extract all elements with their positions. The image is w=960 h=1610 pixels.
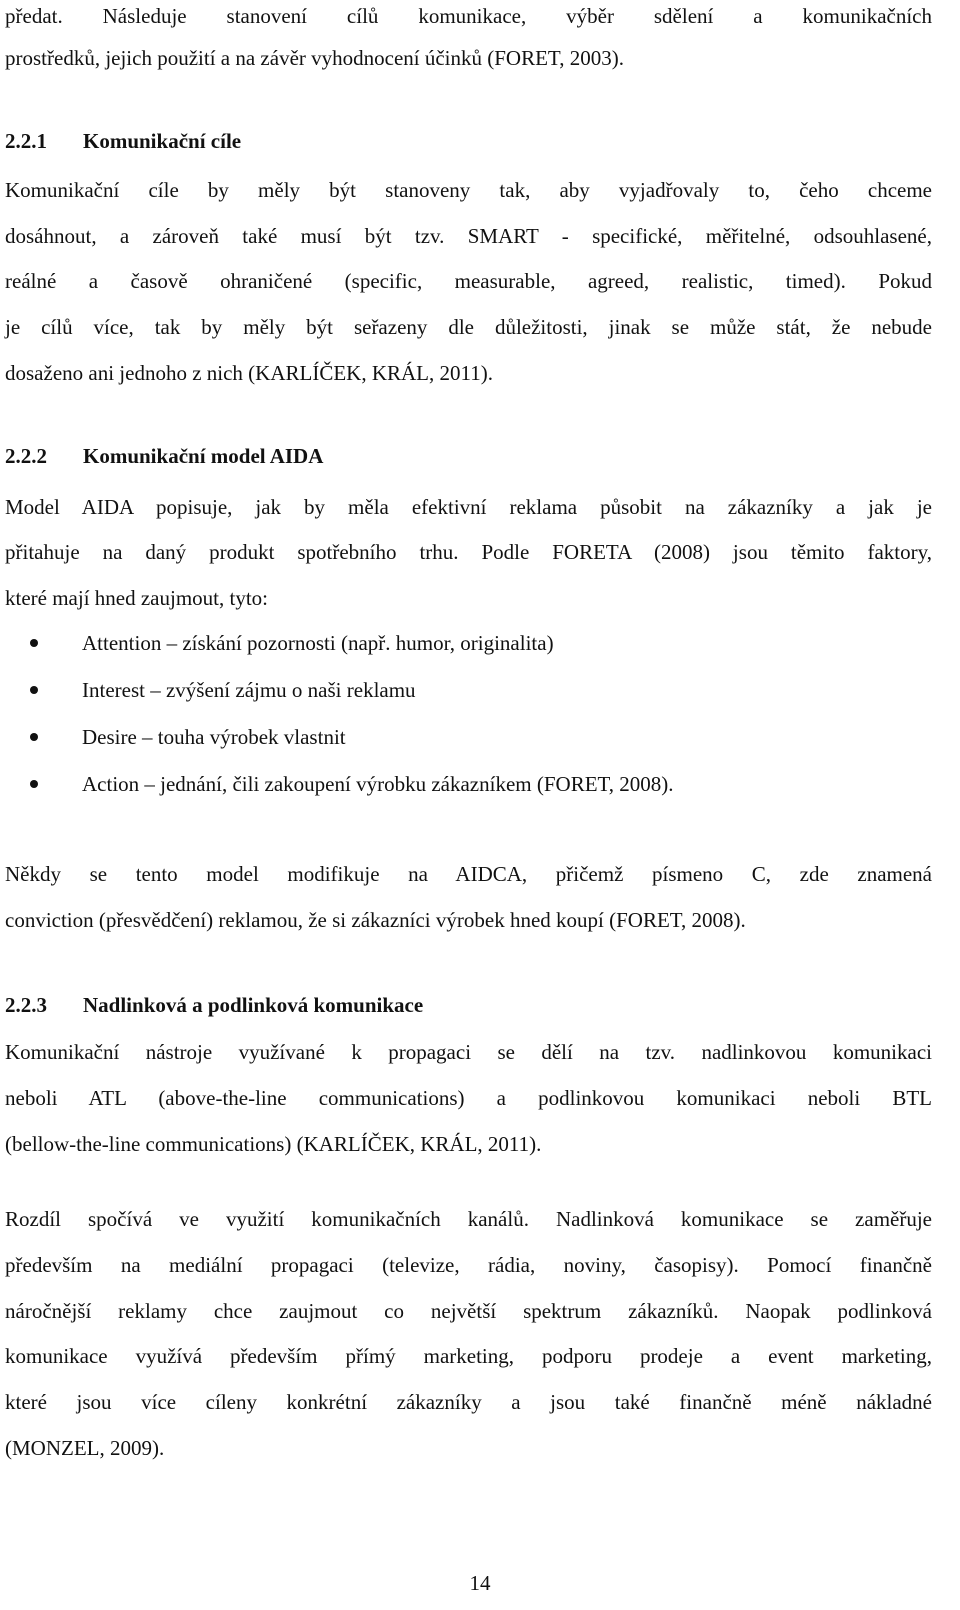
paragraph-line: dosáhnout, a zároveň také musí být tzv. SMART - specifické, měřitelné, odsouhlasené,: [5, 224, 932, 248]
bullet-icon: [30, 639, 38, 647]
paragraph-line: především na mediální propagaci (televize, rádia, noviny, časopisy). Pomocí finančně: [5, 1253, 932, 1277]
paragraph-line: conviction (přesvědčení) reklamou, že si zákazníci výrobek hned koupí (FORET, 2008).: [5, 908, 746, 932]
paragraph-line: dosaženo ani jednoho z nich (KARLÍČEK, KRÁL, 2011).: [5, 361, 493, 385]
paragraph-line: Komunikační nástroje využívané k propagaci se dělí na tzv. nadlinkovou komunikaci: [5, 1040, 932, 1064]
bullet-icon: [30, 780, 38, 788]
list-item-text: Interest – zvýšení zájmu o naši reklamu: [82, 678, 416, 702]
paragraph-line: komunikace využívá především přímý marketing, podporu prodeje a event marketing,: [5, 1344, 932, 1368]
list-item-text: Action – jednání, čili zakoupení výrobku zákazníkem (FORET, 2008).: [82, 772, 674, 796]
paragraph-line: které mají hned zaujmout, tyto:: [5, 586, 269, 610]
paragraph-line: předat. Následuje stanovení cílů komunikace, výběr sdělení a komunikačních: [5, 4, 932, 28]
paragraph-line: (MONZEL, 2009).: [5, 1436, 165, 1460]
section-title: Komunikační model AIDA: [83, 444, 324, 468]
paragraph-line: prostředků, jejich použití a na závěr vyhodnocení účinků (FORET, 2003).: [5, 46, 624, 70]
bullet-icon: [30, 686, 38, 694]
page-number: 14: [469, 1571, 491, 1595]
paragraph-line: Rozdíl spočívá ve využití komunikačních kanálů. Nadlinková komunikace se zaměřuje: [5, 1207, 932, 1231]
paragraph-line: přitahuje na daný produkt spotřebního trhu. Podle FORETA (2008) jsou těmito faktory,: [5, 540, 932, 564]
paragraph-line: Komunikační cíle by měly být stanoveny tak, aby vyjadřovaly to, čeho chceme: [5, 178, 932, 202]
section-heading: [5, 127, 241, 155]
section-number: 2.2.2: [5, 444, 47, 468]
paragraph-line: neboli ATL (above-the-line communications) a podlinkovou komunikaci neboli BTL: [5, 1086, 932, 1110]
bullet-icon: [30, 733, 38, 741]
section-number: 2.2.1: [5, 129, 47, 153]
paragraph-line: náročnější reklamy chce zaujmout co největší spektrum zákazníků. Naopak podlinková: [5, 1299, 932, 1323]
section-title: Nadlinková a podlinková komunikace: [83, 993, 424, 1017]
paragraph-line: reálné a časově ohraničené (specific, measurable, agreed, realistic, timed). Pokud: [5, 269, 932, 293]
list-item-text: Attention – získání pozornosti (např. humor, originalita): [82, 631, 554, 655]
section-heading: [5, 442, 323, 470]
paragraph-line: Model AIDA popisuje, jak by měla efektivní reklama působit na zákazníky a jak je: [5, 495, 932, 519]
list-item-text: Desire – touha výrobek vlastnit: [82, 725, 346, 749]
section-heading: [5, 991, 423, 1019]
paragraph-line: které jsou více cíleny konkrétní zákazníky a jsou také finančně méně nákladné: [5, 1390, 932, 1414]
section-number: 2.2.3: [5, 993, 47, 1017]
section-title: Komunikační cíle: [83, 129, 242, 153]
paragraph-line: (bellow-the-line communications) (KARLÍČEK, KRÁL, 2011).: [5, 1132, 542, 1156]
paragraph-line: Někdy se tento model modifikuje na AIDCA, přičemž písmeno C, zde znamená: [5, 862, 932, 886]
paragraph-line: je cílů více, tak by měly být seřazeny dle důležitosti, jinak se může stát, že nebude: [5, 315, 932, 339]
